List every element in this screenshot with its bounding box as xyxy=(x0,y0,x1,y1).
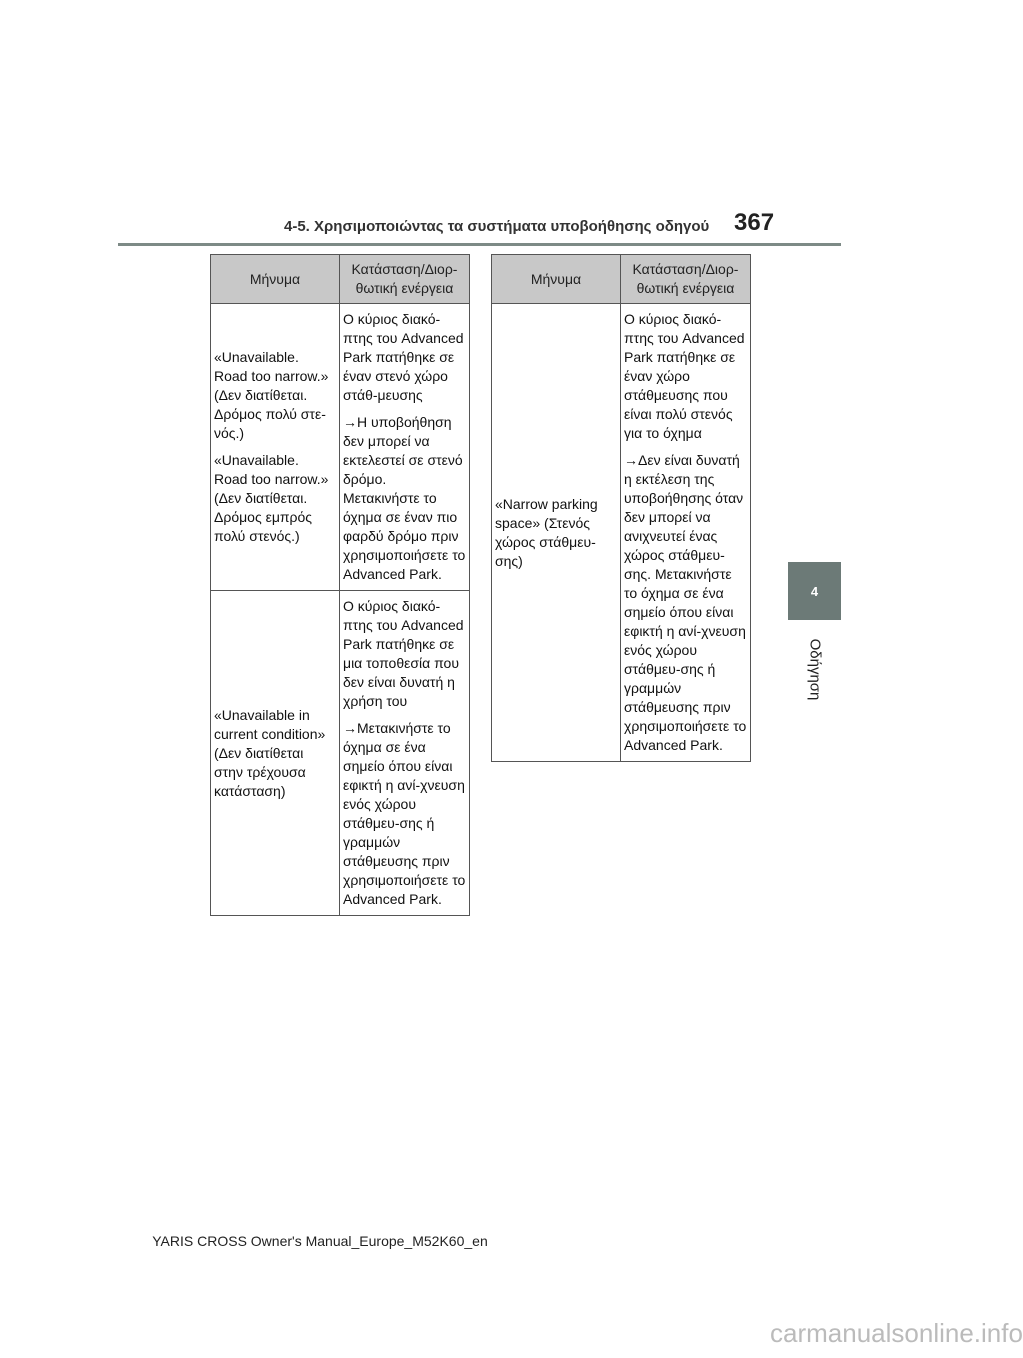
message-cell xyxy=(492,304,621,762)
condition-text: Ο κύριος διακό-πτης του Advanced Park πατήθηκε σε έναν χώρο στάθμευσης που είναι πολύ στενός για το όχημα xyxy=(624,311,745,441)
table-row xyxy=(211,591,470,916)
table-row xyxy=(492,304,751,762)
section-title: 4-5. Χρησιμοποιώντας τα συστήματα υποβοήθησης οδηγού xyxy=(284,218,710,235)
message-text: «Unavailable in current condition» (Δεν διατίθεται στην τρέχουσα κατάσταση) xyxy=(214,706,326,799)
remedy-text: →Μετακινήστε το όχημα σε ένα σημείο όπου είναι εφικτή η ανί-χνευση ενός χώρου στάθμευ-σης ή γραμμών στάθμευσης πριν χρησιμοποιήσετε το Advanced Park. xyxy=(343,720,466,907)
message-table-left xyxy=(210,254,470,916)
column-header-message: Μήνυμα xyxy=(492,255,621,304)
action-cell xyxy=(340,304,470,591)
remedy-text: →Η υποβοήθηση δεν μπορεί να εκτελεστεί σε στενό δρόμο. Μετακινήστε το όχημα σε έναν πιο φαρδύ δρόμο πριν χρησιμοποιήσετε το Advanced Park. xyxy=(343,414,466,582)
condition-text: Ο κύριος διακό-πτης του Advanced Park πατήθηκε σε έναν στενό χώρο στάθ-μευσης xyxy=(343,311,464,403)
column-header-action: Κατάσταση/Διορ-θωτική ενέργεια xyxy=(340,255,470,304)
header-divider xyxy=(118,243,841,246)
table-header-row xyxy=(211,255,470,304)
action-cell xyxy=(340,591,470,916)
chapter-label xyxy=(786,629,844,709)
page-number: 367 xyxy=(734,209,775,236)
action-cell xyxy=(621,304,751,762)
table-header-row xyxy=(492,255,751,304)
message-text: «Unavailable. Road too narrow.» (Δεν διατίθεται. Δρόμος εμπρός πολύ στενός.) xyxy=(214,452,329,544)
message-cell xyxy=(211,304,340,591)
message-table-right xyxy=(491,254,751,762)
footer xyxy=(0,1233,960,1249)
message-text: «Unavailable. Road too narrow.» (Δεν διατίθεται. Δρόμος πολύ στε-νός.) xyxy=(214,349,329,441)
watermark: carmanualsonline.info xyxy=(770,1318,1023,1348)
message-cell xyxy=(211,591,340,916)
remedy-text: →Δεν είναι δυνατή η εκτέλεση της υποβοήθησης όταν δεν μπορεί να ανιχνευτεί ένας χώρος στάθμευ-σης. Μετακινήστε το όχημα σε ένα σημείο όπου είναι εφικτή η ανί-χνευση ενός χώρου στάθμευ-σης ή γραμμών στάθμευσης πριν χρησιμοποιήσετε το Advanced Park. xyxy=(624,452,747,753)
column-header-action: Κατάσταση/Διορ-θωτική ενέργεια xyxy=(621,255,751,304)
condition-text: Ο κύριος διακό-πτης του Advanced Park πατήθηκε σε μια τοποθεσία που δεν είναι δυνατή η χρήση του xyxy=(343,598,464,709)
message-text: «Narrow parking space» (Στενός χώρος στάθμευ-σης) xyxy=(495,495,598,569)
table-row xyxy=(211,304,470,591)
footer-text: YARIS CROSS Owner's Manual_Europe_M52K60_en xyxy=(152,1233,488,1249)
chapter-label-text: Οδήγηση xyxy=(806,638,824,700)
chapter-tab[interactable]: 4 xyxy=(788,562,841,620)
column-header-message: Μήνυμα xyxy=(211,255,340,304)
